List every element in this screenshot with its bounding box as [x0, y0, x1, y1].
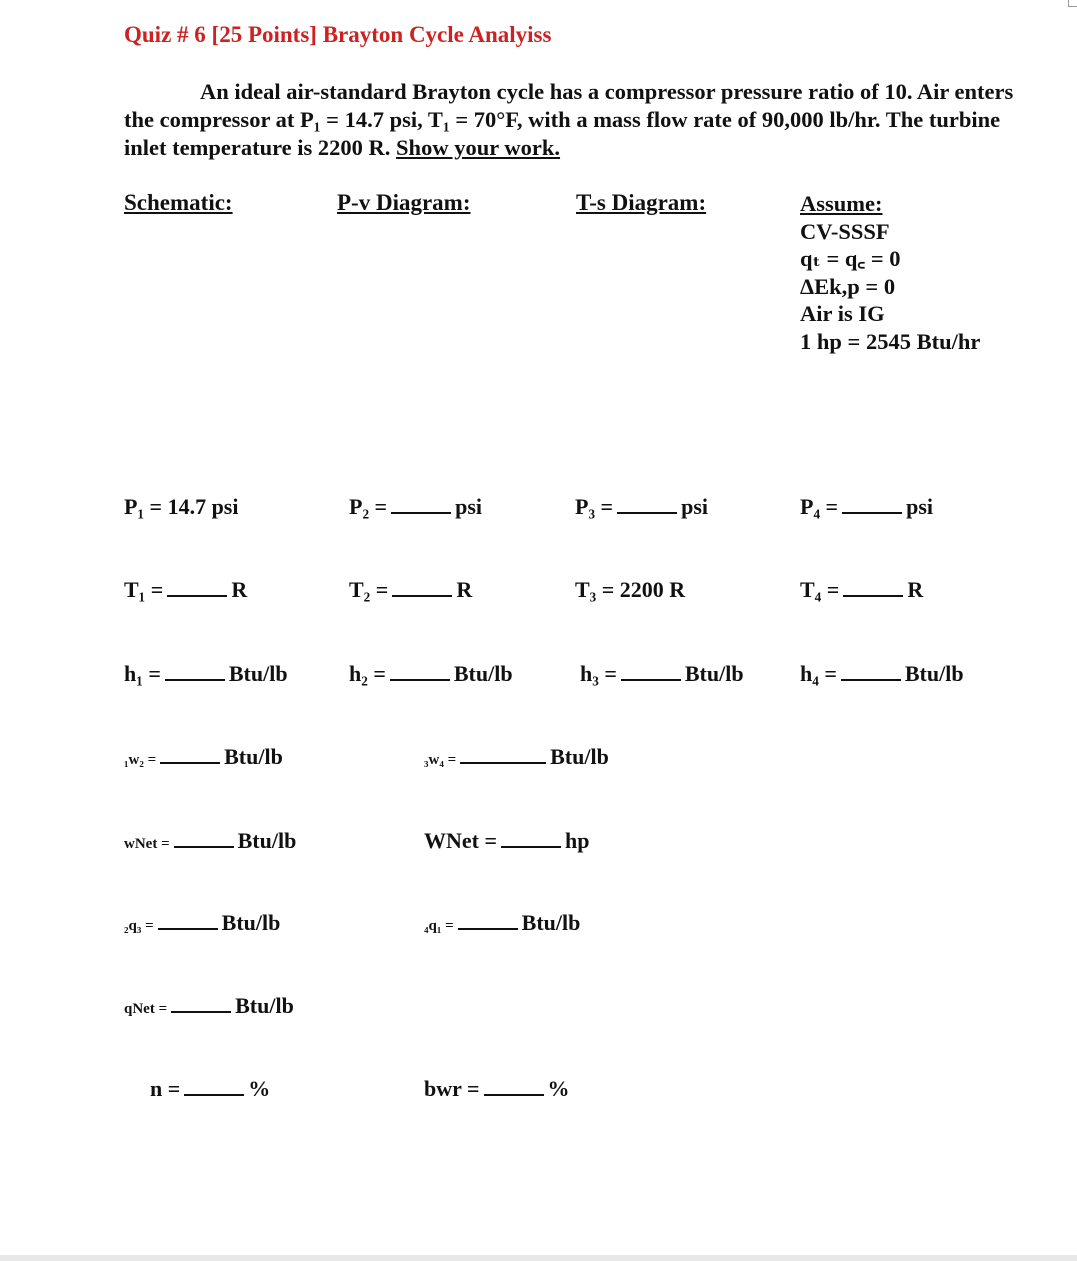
h4-unit: Btu/lb [904, 661, 964, 686]
w34-field [424, 744, 609, 770]
qnet-answer-blank[interactable] [171, 993, 231, 1013]
t2-unit: R [456, 577, 473, 602]
bwr-field [424, 1076, 570, 1102]
assumptions-block [800, 190, 980, 355]
q23-unit: Btu/lb [221, 910, 281, 935]
assumption-item: ΔEk,p = 0 [800, 273, 896, 299]
assumption-item: qₜ = q꜀ = 0 [800, 246, 901, 271]
assumption-item: 1 hp = 2545 Btu/hr [800, 328, 981, 354]
w34-unit: Btu/lb [550, 744, 609, 769]
h1-answer-blank[interactable] [165, 661, 225, 681]
h2-label: h₂ = [349, 661, 386, 686]
qnet-field [124, 993, 294, 1019]
p4-label: P₄ = [800, 494, 839, 519]
page-bottom-edge [0, 1255, 1077, 1261]
t1-field [124, 577, 247, 603]
p4-unit: psi [906, 494, 933, 519]
p3-unit: psi [681, 494, 708, 519]
p2-unit: psi [455, 494, 482, 519]
p4-field [800, 494, 933, 520]
t2-label: T₂ = [349, 577, 389, 602]
w34-answer-blank[interactable] [460, 744, 546, 764]
Wnet-field [424, 828, 590, 854]
h1-field [124, 661, 288, 687]
t4-unit: R [907, 577, 924, 602]
t1-unit: R [231, 577, 248, 602]
h3-unit: Btu/lb [684, 661, 744, 686]
problem-text: An ideal air-standard Brayton cycle has a compressor pressure ratio of 10. Air enters the compressor at P₁ = 14.7 psi, T₁ = 70°F, with a mass flow rate of 90,000 lb/hr. The turbine inlet temperature is 2200 R. [124, 79, 1014, 160]
efficiency-label: n = [150, 1076, 181, 1101]
h3-field [580, 661, 744, 687]
wnet-unit: Btu/lb [237, 828, 297, 853]
efficiency-field [150, 1076, 270, 1102]
t2-answer-blank[interactable] [392, 577, 452, 597]
h2-answer-blank[interactable] [390, 661, 450, 681]
q41-answer-blank[interactable] [458, 910, 518, 930]
Wnet-label: WNet = [424, 828, 498, 853]
t2-field [349, 577, 472, 603]
q41-label: ₄q₁ = [424, 918, 454, 934]
p3-answer-blank[interactable] [617, 494, 677, 514]
efficiency-answer-blank[interactable] [184, 1076, 244, 1096]
h3-answer-blank[interactable] [621, 661, 681, 681]
p3-label: P₃ = [575, 494, 614, 519]
quiz-title: Quiz # 6 [25 Points] Brayton Cycle Analyiss [124, 22, 552, 47]
wnet-answer-blank[interactable] [174, 828, 234, 848]
w34-label: ₃w₄ = [424, 752, 457, 768]
p2-label: P₂ = [349, 494, 388, 519]
p4-answer-blank[interactable] [842, 494, 902, 514]
qnet-label: qNet = [124, 1001, 168, 1017]
h2-field [349, 661, 513, 687]
t3-value: T₃ = 2200 R [575, 577, 686, 602]
w12-label: ₁w₂ = [124, 752, 157, 768]
show-work-note: Show your work. [396, 135, 561, 160]
bwr-unit: % [547, 1076, 570, 1101]
schematic-heading: Schematic: [124, 190, 233, 215]
bwr-answer-blank[interactable] [484, 1076, 544, 1096]
Wnet-answer-blank[interactable] [501, 828, 561, 848]
h4-label: h₄ = [800, 661, 837, 686]
h4-field [800, 661, 964, 687]
wnet-field [124, 828, 296, 854]
qnet-unit: Btu/lb [235, 993, 294, 1018]
q41-unit: Btu/lb [521, 910, 581, 935]
assume-heading: Assume: [800, 191, 883, 216]
assumption-item: Air is IG [800, 301, 885, 326]
h3-label: h₃ = [580, 661, 617, 686]
h1-label: h₁ = [124, 661, 161, 686]
corner-mark [1068, 0, 1077, 7]
t1-label: T₁ = [124, 577, 164, 602]
efficiency-unit: % [248, 1076, 271, 1101]
h4-answer-blank[interactable] [841, 661, 901, 681]
w12-answer-blank[interactable] [160, 744, 220, 764]
p1-value: P₁ = 14.7 psi [124, 494, 239, 519]
p2-field [349, 494, 482, 520]
q23-label: ₂q₃ = [124, 918, 154, 934]
ts-diagram-heading: T-s Diagram: [576, 190, 707, 215]
problem-statement [124, 78, 1024, 162]
h1-unit: Btu/lb [228, 661, 288, 686]
t1-answer-blank[interactable] [167, 577, 227, 597]
Wnet-unit: hp [565, 828, 590, 853]
p2-answer-blank[interactable] [391, 494, 451, 514]
h2-unit: Btu/lb [453, 661, 513, 686]
p3-field [575, 494, 708, 520]
t4-answer-blank[interactable] [843, 577, 903, 597]
q23-field [124, 910, 280, 936]
w12-unit: Btu/lb [224, 744, 283, 769]
wnet-label: wNet = [124, 836, 170, 852]
q41-field [424, 910, 580, 936]
q23-answer-blank[interactable] [158, 910, 218, 930]
pv-diagram-heading: P-v Diagram: [337, 190, 471, 215]
bwr-label: bwr = [424, 1076, 480, 1101]
w12-field [124, 744, 283, 770]
t4-field [800, 577, 923, 603]
t4-label: T₄ = [800, 577, 840, 602]
assumption-item: CV-SSSF [800, 218, 890, 244]
